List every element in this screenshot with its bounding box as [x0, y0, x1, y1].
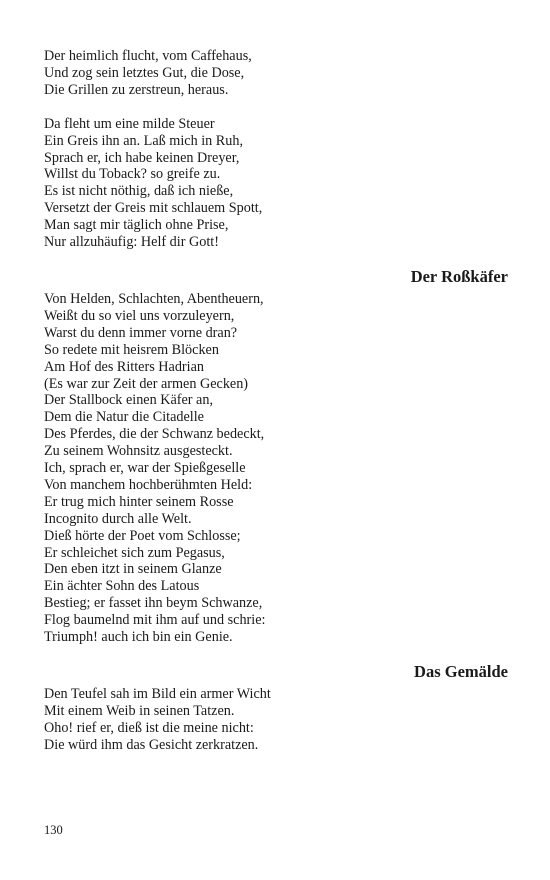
verse-line: Incognito durch alle Welt.: [44, 510, 192, 527]
verse-line: Willst du Toback? so greife zu.: [44, 166, 221, 183]
verse-line: Man sagt mir täglich ohne Prise,: [44, 217, 229, 234]
verse-line: Den eben itzt in seinem Glanze: [44, 561, 222, 578]
verse-line: So redete mit heisrem Blöcken: [44, 341, 219, 358]
verse-line: Dem die Natur die Citadelle: [44, 409, 204, 426]
verse-line: Er trug mich hinter seinem Rosse: [44, 493, 234, 510]
verse-line: Triumph! auch ich bin ein Genie.: [44, 629, 233, 646]
verse-line: Die würd ihm das Gesicht zerkratzen.: [44, 736, 259, 753]
verse-line: Den Teufel sah im Bild ein armer Wicht: [44, 686, 271, 702]
verse-line: Ich, sprach er, war der Spießgeselle: [44, 460, 246, 477]
verse-line: Weißt du so viel uns vorzuleyern,: [44, 307, 235, 324]
verse-line: Von manchem hochberühmten Held:: [44, 476, 253, 493]
page-number: 130: [44, 823, 63, 837]
page-body: [44, 48, 514, 754]
verse-line: Die Grillen zu zerstreun, heraus.: [44, 81, 229, 98]
poem-body-rosskaefer: [44, 291, 514, 646]
verse-line: Zu seinem Wohnsitz ausgesteckt.: [44, 443, 233, 460]
verse-line: Ein Greis ihn an. Laß mich in Ruh,: [44, 132, 243, 149]
poem-title-gemaelde: Das Gemälde: [414, 662, 508, 681]
verse-line: Flog baumelnd mit ihm auf und schrie:: [44, 612, 266, 629]
poem-body-gemaelde: [44, 686, 514, 754]
verse-line: Mit einem Weib in seinen Tatzen.: [44, 702, 235, 719]
verse-line: Am Hof des Ritters Hadrian: [44, 358, 204, 375]
verse-line: (Es war zur Zeit der armen Gecken): [44, 375, 249, 392]
verse-line: Oho! rief er, dieß ist die meine nicht:: [44, 719, 254, 736]
verse-line: Bestieg; er fasset ihn beym Schwanze,: [44, 595, 263, 612]
stanza-steuer: [44, 116, 514, 251]
verse-line: Warst du denn immer vorne dran?: [44, 324, 238, 341]
verse-line: Nur allzuhäufig: Helf dir Gott!: [44, 234, 219, 251]
verse-line: Ein ächter Sohn des Latous: [44, 578, 200, 595]
verse-line: Des Pferdes, die der Schwanz bedeckt,: [44, 426, 265, 443]
poem-title-rosskaefer: Der Roßkäfer: [410, 266, 508, 286]
verse-line: Der heimlich flucht, vom Caffehaus,: [44, 48, 252, 64]
verse-line: Der Stallbock einen Käfer an,: [44, 392, 213, 409]
verse-line: Dieß hörte der Poet vom Schlosse;: [44, 527, 241, 544]
verse-line: Sprach er, ich habe keinen Dreyer,: [44, 149, 240, 166]
verse-line: Von Helden, Schlachten, Abentheuern,: [44, 290, 264, 307]
verse-line: Da fleht um eine milde Steuer: [44, 115, 215, 132]
verse-line: Es ist nicht nöthig, daß ich nieße,: [44, 183, 234, 200]
verse-line: Versetzt der Greis mit schlauem Spott,: [44, 200, 263, 217]
stanza-continuation: [44, 48, 514, 99]
verse-line: Und zog sein letztes Gut, die Dose,: [44, 64, 245, 81]
verse-line: Er schleichet sich zum Pegasus,: [44, 544, 225, 561]
